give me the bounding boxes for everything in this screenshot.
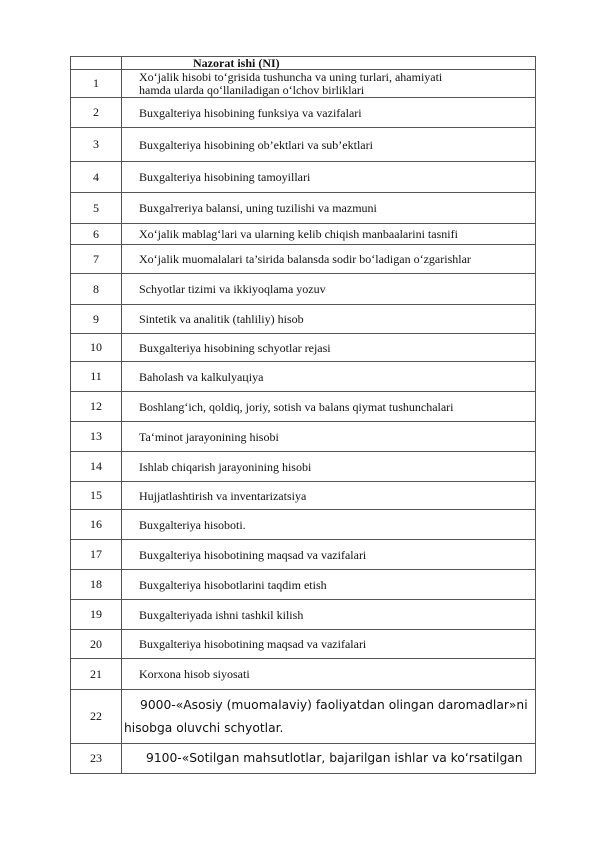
table-header-row xyxy=(71,57,536,70)
table-row xyxy=(71,452,536,482)
row-text-line: Xo‘jalik hisobi to‘grisida tushuncha va uning turlari, ahamiyati xyxy=(139,70,443,84)
row-number: 12 xyxy=(71,392,122,422)
table-row xyxy=(71,162,536,193)
row-text: Buxgalteriya hisobining schyotlar rejasi xyxy=(122,334,536,362)
table-row xyxy=(71,274,536,305)
table-row xyxy=(71,600,536,630)
table-row xyxy=(71,659,536,690)
row-text: Ishlab chiqarish jarayonining hisobi xyxy=(122,452,536,482)
row-number: 19 xyxy=(71,600,122,630)
table-row xyxy=(71,334,536,362)
table-row xyxy=(71,690,536,744)
row-number: 21 xyxy=(71,659,122,690)
row-text: Buxgalteriya hisobotining maqsad va vazifalari xyxy=(122,540,536,570)
table-row xyxy=(71,482,536,510)
row-number: 10 xyxy=(71,334,122,362)
row-text-line: 9100-«Sotilgan mahsutlotlar, bajarilgan ishlar va ko‘rsatilgan xyxy=(146,751,523,765)
row-text: Boshlang‘ich, qoldiq, joriy, sotish va balans qiymat tushunchalari xyxy=(122,392,536,422)
table-row xyxy=(71,224,536,245)
row-text: Buxgalteriya hisobotlarini taqdim etish xyxy=(122,570,536,600)
table-row xyxy=(71,744,536,774)
row-text: Buxgalteriyada ishni tashkil kilish xyxy=(122,600,536,630)
row-text: Xo‘jalik mablag‘lari va ularning kelib chiqish manbaalarini tasnifi xyxy=(122,224,536,245)
row-number: 14 xyxy=(71,452,122,482)
table-row xyxy=(71,540,536,570)
row-number: 3 xyxy=(71,128,122,162)
row-text xyxy=(122,690,536,744)
table-row xyxy=(71,245,536,274)
row-text: Buxgalтeriya balansi, uning tuzilishi va mazmuni xyxy=(122,193,536,224)
row-number: 13 xyxy=(71,422,122,452)
table-row xyxy=(71,630,536,659)
table-header: Nazorat ishi (NI) xyxy=(122,57,536,70)
table-row xyxy=(71,422,536,452)
row-text xyxy=(122,744,536,774)
row-number: 15 xyxy=(71,482,122,510)
row-number: 7 xyxy=(71,245,122,274)
table-row xyxy=(71,362,536,392)
row-text: Xo‘jalik muomalalari ta’sirida balansda sodir bo‘ladigan o‘zgarishlar xyxy=(122,245,536,274)
row-text: Sintetik va analitik (tahliliy) hisob xyxy=(122,305,536,334)
row-text-line: 9000-«Asosiy (muomalaviy) faoliyatdan olingan daromadlar»ni xyxy=(140,697,528,712)
row-text: Baholash va kalkulyaцiya xyxy=(122,362,536,392)
header-empty-cell xyxy=(71,57,122,70)
table-row xyxy=(71,193,536,224)
row-number: 8 xyxy=(71,274,122,305)
table-body xyxy=(71,57,536,774)
table-row xyxy=(71,392,536,422)
row-number: 23 xyxy=(71,744,122,774)
row-text: Buxgalteriya hisobotining maqsad va vazifalari xyxy=(122,630,536,659)
table-row xyxy=(71,570,536,600)
row-text-line: hisobga oluvchi schyotlar. xyxy=(124,720,284,735)
row-number: 6 xyxy=(71,224,122,245)
row-number: 16 xyxy=(71,510,122,540)
row-text: Buxgalteriya hisoboti. xyxy=(122,510,536,540)
topics-table xyxy=(70,56,536,774)
row-number: 1 xyxy=(71,70,122,98)
table-row xyxy=(71,98,536,128)
row-number: 2 xyxy=(71,98,122,128)
row-text: Buxgalteriya hisobining funksiya va vazifalari xyxy=(122,98,536,128)
row-text: Buxgalteriya hisobining tamoyillari xyxy=(122,162,536,193)
row-number: 20 xyxy=(71,630,122,659)
row-text-line: hamda ularda qo‘llaniladigan o‘lchov birliklari xyxy=(139,83,365,97)
table-row xyxy=(71,510,536,540)
row-number: 18 xyxy=(71,570,122,600)
table-row xyxy=(71,128,536,162)
table-row xyxy=(71,305,536,334)
row-text xyxy=(122,70,536,98)
row-text: Korxona hisob siyosati xyxy=(122,659,536,690)
row-text: Hujjatlashtirish va inventarizatsiya xyxy=(122,482,536,510)
row-number: 17 xyxy=(71,540,122,570)
row-number: 5 xyxy=(71,193,122,224)
row-number: 4 xyxy=(71,162,122,193)
row-number: 11 xyxy=(71,362,122,392)
row-text: Buxgalteriya hisobining ob’ektlari va sub’ektlari xyxy=(122,128,536,162)
row-number: 22 xyxy=(71,690,122,744)
row-number: 9 xyxy=(71,305,122,334)
table-row xyxy=(71,70,536,98)
row-text: Schyotlar tizimi va ikkiyoqlama yozuv xyxy=(122,274,536,305)
row-text: Ta‘minot jarayonining hisobi xyxy=(122,422,536,452)
